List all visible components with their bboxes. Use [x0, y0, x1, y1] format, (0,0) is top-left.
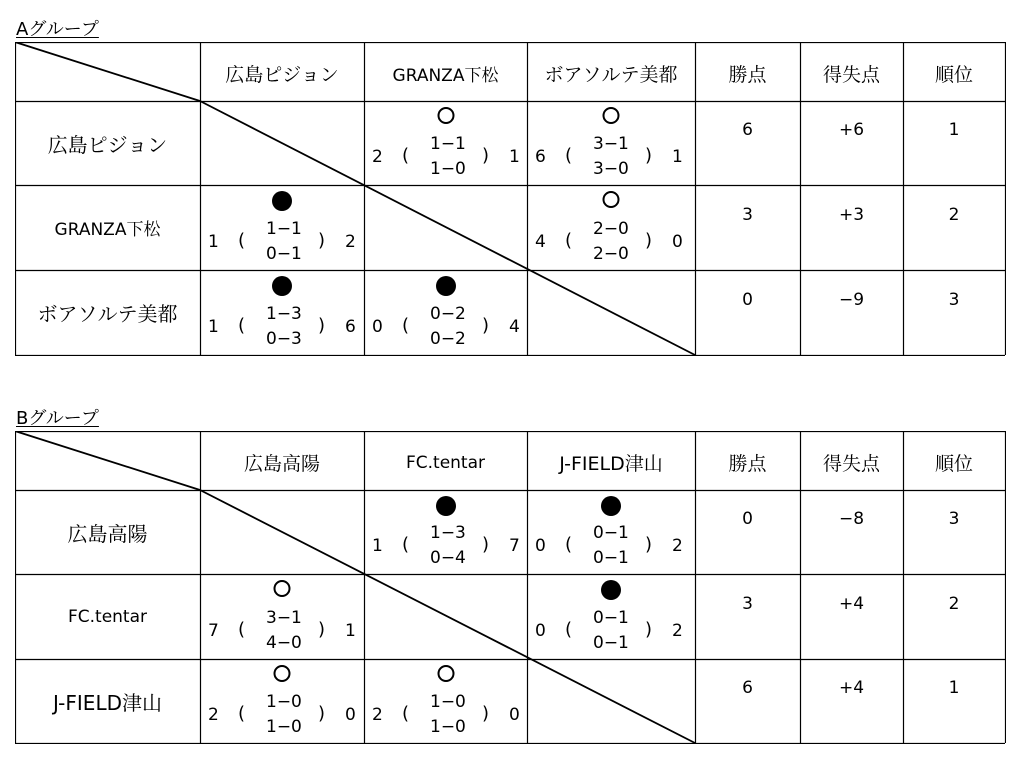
group-a-title: Aグループ — [16, 19, 99, 40]
match-cell — [364, 101, 527, 185]
second-half-score: 0−1 — [593, 548, 629, 568]
match-cell — [527, 490, 695, 574]
goal-diff-value: +4 — [838, 678, 865, 698]
paren-right: ) — [482, 314, 490, 336]
goal-diff-value: −9 — [838, 289, 865, 310]
second-half-score: 0−2 — [430, 328, 466, 349]
first-half-score: 0−2 — [430, 303, 466, 324]
match-cell — [200, 659, 364, 743]
second-half-score: 0−4 — [430, 548, 466, 568]
goals-for: 4 — [535, 231, 546, 252]
win-circle-icon — [603, 107, 620, 124]
goals-against: 0 — [509, 705, 520, 725]
match-cell — [364, 490, 527, 574]
paren-left: ( — [402, 703, 410, 724]
first-half-score: 3−1 — [593, 134, 629, 154]
second-half-score: 3−0 — [593, 159, 629, 179]
column-header: GRANZA下松 — [392, 66, 499, 86]
match-cell — [364, 659, 527, 743]
rank-value: 3 — [948, 509, 960, 529]
loss-dot-icon — [601, 496, 621, 516]
match-cell — [200, 185, 364, 270]
loss-dot-icon — [272, 191, 292, 211]
goals-for: 1 — [208, 231, 219, 252]
goals-against: 1 — [345, 620, 356, 641]
second-half-score: 1−0 — [266, 717, 302, 737]
first-half-score: 1−1 — [266, 218, 302, 239]
column-header: 勝点 — [728, 64, 767, 86]
paren-right: ) — [645, 229, 653, 251]
goals-for: 0 — [535, 536, 546, 556]
paren-left: ( — [238, 618, 246, 640]
paren-right: ) — [482, 534, 490, 555]
header-diagonal — [15, 431, 200, 490]
paren-right: ) — [318, 314, 326, 336]
second-half-score: 0−1 — [266, 243, 302, 264]
rank-value: 1 — [948, 678, 960, 698]
match-cell — [200, 574, 364, 659]
first-half-score: 1−0 — [430, 692, 466, 712]
goals-for: 2 — [208, 705, 219, 725]
column-header: 得失点 — [822, 64, 880, 86]
goals-for: 0 — [535, 620, 546, 641]
column-header: J-FIELD津山 — [559, 453, 663, 475]
goals-against: 7 — [509, 536, 520, 556]
first-half-score: 2−0 — [593, 218, 629, 239]
loss-dot-icon — [601, 580, 621, 600]
column-header: 順位 — [934, 453, 973, 475]
paren-left: ( — [238, 314, 246, 336]
goals-against: 1 — [509, 147, 520, 167]
goals-for: 2 — [372, 705, 383, 725]
column-header: 順位 — [934, 64, 973, 86]
paren-left: ( — [565, 534, 573, 555]
win-circle-icon — [274, 665, 291, 682]
paren-right: ) — [482, 145, 490, 166]
first-half-score: 1−3 — [266, 303, 302, 324]
group-b-table — [15, 431, 1005, 743]
goals-against: 2 — [672, 620, 683, 641]
goal-diff-value: −8 — [838, 509, 865, 529]
match-cell — [527, 574, 695, 659]
goals-for: 1 — [372, 536, 383, 556]
group-a-table — [15, 42, 1005, 355]
points-value: 0 — [742, 289, 753, 310]
paren-left: ( — [402, 145, 410, 166]
goals-against: 1 — [672, 147, 683, 167]
paren-right: ) — [482, 703, 490, 724]
paren-right: ) — [645, 145, 653, 166]
first-half-score: 0−1 — [593, 607, 629, 628]
rank-value: 2 — [948, 593, 960, 614]
paren-left: ( — [565, 229, 573, 251]
second-half-score: 0−1 — [593, 632, 629, 653]
goals-for: 0 — [372, 316, 383, 337]
paren-left: ( — [238, 703, 246, 724]
first-half-score: 1−1 — [430, 134, 466, 154]
win-circle-icon — [437, 107, 454, 124]
second-half-score: 2−0 — [593, 243, 629, 264]
row-team-name: ボアソルテ美都 — [37, 302, 178, 326]
column-header: FC.tentar — [405, 452, 486, 473]
first-half-score: 3−1 — [266, 607, 302, 628]
points-value: 6 — [742, 120, 753, 140]
column-header: 広島高陽 — [243, 453, 320, 475]
paren-left: ( — [238, 229, 246, 251]
goals-against: 6 — [345, 316, 356, 337]
second-half-score: 1−0 — [430, 717, 466, 737]
row-team-name: 広島高陽 — [67, 521, 148, 546]
row-team-name: FC.tentar — [67, 606, 148, 627]
row-team-name: 広島ピジョン — [47, 132, 168, 157]
first-half-score: 0−1 — [593, 523, 629, 543]
second-half-score: 0−3 — [266, 328, 302, 349]
header-diagonal — [15, 42, 200, 101]
goals-for: 7 — [208, 620, 219, 641]
loss-dot-icon — [436, 496, 456, 516]
goals-for: 2 — [372, 147, 383, 167]
row-team-name: GRANZA下松 — [54, 220, 161, 240]
win-circle-icon — [603, 191, 620, 208]
rank-value: 2 — [948, 204, 960, 225]
paren-right: ) — [318, 229, 326, 251]
paren-right: ) — [645, 534, 653, 555]
goal-diff-value: +3 — [838, 204, 865, 225]
rank-value: 1 — [948, 120, 960, 140]
paren-left: ( — [565, 145, 573, 166]
loss-dot-icon — [436, 276, 456, 296]
column-header: 勝点 — [728, 453, 767, 475]
points-value: 3 — [742, 204, 753, 225]
points-value: 0 — [742, 509, 753, 529]
column-header: ボアソルテ美都 — [544, 64, 678, 86]
group-b-title: Bグループ — [16, 408, 99, 429]
paren-right: ) — [318, 618, 326, 640]
goals-against: 0 — [672, 231, 683, 252]
paren-left: ( — [402, 314, 410, 336]
points-value: 6 — [742, 678, 753, 698]
column-header: 得失点 — [822, 453, 880, 475]
column-header: 広島ピジョン — [225, 64, 339, 86]
match-cell — [364, 270, 527, 355]
paren-right: ) — [645, 618, 653, 640]
win-circle-icon — [437, 665, 454, 682]
first-half-score: 1−0 — [266, 692, 302, 712]
paren-left: ( — [565, 618, 573, 640]
goals-for: 6 — [535, 147, 546, 167]
goal-diff-value: +4 — [838, 593, 865, 614]
row-team-name: J-FIELD津山 — [53, 690, 162, 715]
goals-against: 0 — [345, 705, 356, 725]
paren-left: ( — [402, 534, 410, 555]
goals-against: 2 — [672, 536, 683, 556]
second-half-score: 1−0 — [430, 159, 466, 179]
second-half-score: 4−0 — [266, 632, 302, 653]
goals-for: 1 — [208, 316, 219, 337]
paren-right: ) — [318, 703, 326, 724]
match-cell — [527, 101, 695, 185]
match-cell — [200, 270, 364, 355]
goals-against: 2 — [345, 231, 356, 252]
win-circle-icon — [274, 580, 291, 597]
goals-against: 4 — [509, 316, 520, 337]
points-value: 3 — [742, 593, 753, 614]
match-cell — [527, 185, 695, 270]
first-half-score: 1−3 — [430, 523, 466, 543]
goal-diff-value: +6 — [838, 120, 865, 140]
loss-dot-icon — [272, 276, 292, 296]
rank-value: 3 — [948, 289, 960, 310]
